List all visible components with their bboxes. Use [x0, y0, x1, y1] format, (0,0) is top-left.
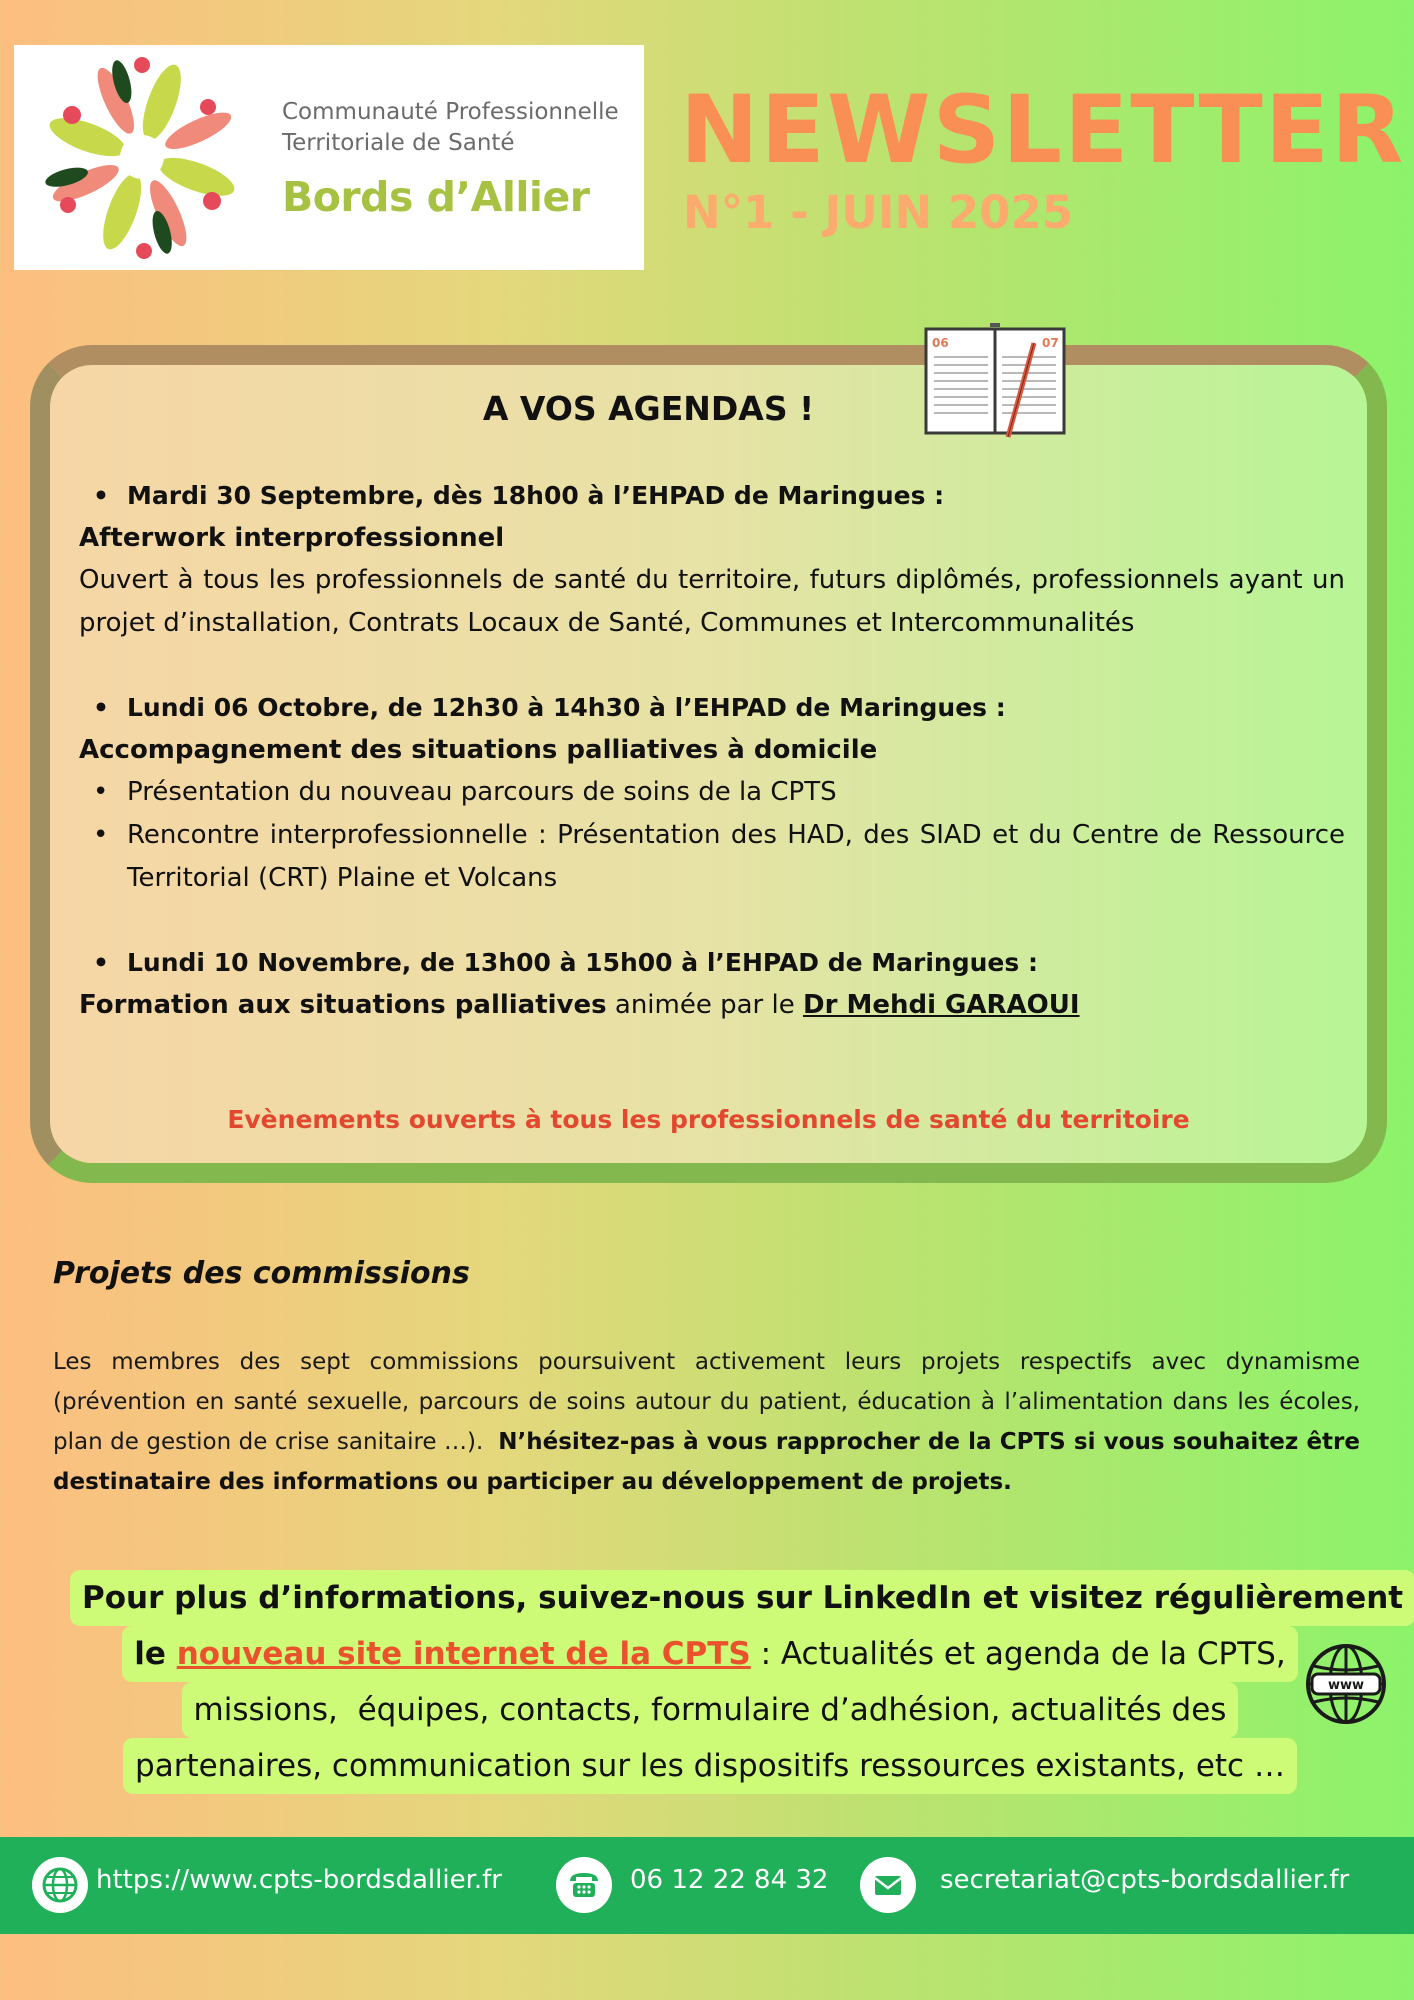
event1-title: Afterwork interprofessionnel: [79, 523, 505, 553]
contact-footer: [0, 1837, 1414, 1934]
event2-date: • Lundi 06 Octobre, de 12h30 à 14h30 à l’EHPAD de Maringues :: [79, 687, 1345, 729]
logo-line1: Communauté Professionnelle: [282, 99, 619, 125]
calendar-page-right: 07: [1042, 336, 1059, 350]
event1-date: • Mardi 30 Septembre, dès 18h00 à l’EHPAD de Maringues :: [79, 475, 1345, 517]
calendar-icon: [922, 323, 1068, 441]
info-line2-prefix: le: [134, 1636, 177, 1672]
agenda-footer-note: Evènements ouverts à tous les professionnels de santé du territoire: [227, 1105, 1190, 1134]
footer-email[interactable]: secretariat@cpts-bordsdallier.fr: [940, 1865, 1350, 1895]
calendar-page-left: 06: [932, 336, 949, 350]
agenda-heading: A VOS AGENDAS !: [482, 389, 815, 428]
event2-title: Accompagnement des situations palliatives à domicile: [79, 735, 878, 765]
cpts-logo: [14, 45, 644, 270]
logo-line2: Territoriale de Santé: [282, 130, 515, 156]
web-globe-icon: [32, 1857, 88, 1913]
flower-logo-icon: [22, 45, 262, 270]
info-line2-suffix: : Actualités et agenda de la CPTS,: [750, 1636, 1286, 1672]
projects-title: Projets des commissions: [53, 1256, 470, 1291]
info-line1: Pour plus d’informations, suivez-nous sur LinkedIn et visitez régulièrement: [70, 1570, 1414, 1626]
event3-mid: animée par le: [606, 990, 803, 1020]
website-link[interactable]: nouveau site internet de la CPTS: [176, 1636, 751, 1672]
www-label: www: [1327, 1678, 1365, 1693]
email-icon: [860, 1857, 916, 1913]
newsletter-issue: N°1 - JUIN 2025: [683, 186, 1074, 239]
projects-callout: N’hésitez-pas à vous rapprocher de la CPTS si vous souhaitez être destinataire des informations ou participer au développement de projets.: [53, 1429, 1360, 1495]
event3-date: • Lundi 10 Novembre, de 13h00 à 15h00 à l’EHPAD de Maringues :: [79, 942, 1345, 984]
info-line4: partenaires, communication sur les dispositifs ressources existants, etc …: [123, 1738, 1297, 1794]
agenda-box: [30, 336, 1387, 1183]
info-block: [70, 1570, 1404, 1794]
logo-name: Bords d’Allier: [282, 173, 590, 221]
info-line2: [122, 1626, 1297, 1682]
event3-title: Formation aux situations palliatives: [79, 990, 607, 1020]
event2-item: • Présentation du nouveau parcours de soins de la CPTS: [79, 771, 1345, 814]
event3-line: [79, 984, 1345, 1027]
projects-text: Les membres des sept commissions poursuivent activement leurs projets respectifs avec dynamisme (prévention en santé sexuelle, parcours de soins autour du patient, éducation à l’alimentation dans les écoles, plan de gestion de crise sanitaire …).: [53, 1349, 1368, 1455]
globe-www-icon: [1302, 1640, 1390, 1728]
newsletter-title: NEWSLETTER: [680, 76, 1406, 185]
phone-icon: [556, 1857, 612, 1913]
speaker-link[interactable]: Dr Mehdi GARAOUI: [802, 990, 1080, 1020]
projects-body: [53, 1342, 1368, 1502]
footer-website[interactable]: https://www.cpts-bordsdallier.fr: [96, 1865, 502, 1895]
event1-description: Ouvert à tous les professionnels de santé du territoire, futurs diplômés, professionnels ayant un projet d’installation, Contrats Locaux de Santé, Communes et Intercommunalités: [79, 565, 1345, 638]
event2-item: • Rencontre interprofessionnelle : Présentation des HAD, des SIAD et du Centre de Ressource Territorial (CRT) Plaine et Volcans: [79, 814, 1345, 900]
info-line3: missions, équipes, contacts, formulaire d’adhésion, actualités des: [182, 1682, 1239, 1738]
footer-phone[interactable]: 06 12 22 84 32: [630, 1865, 829, 1895]
